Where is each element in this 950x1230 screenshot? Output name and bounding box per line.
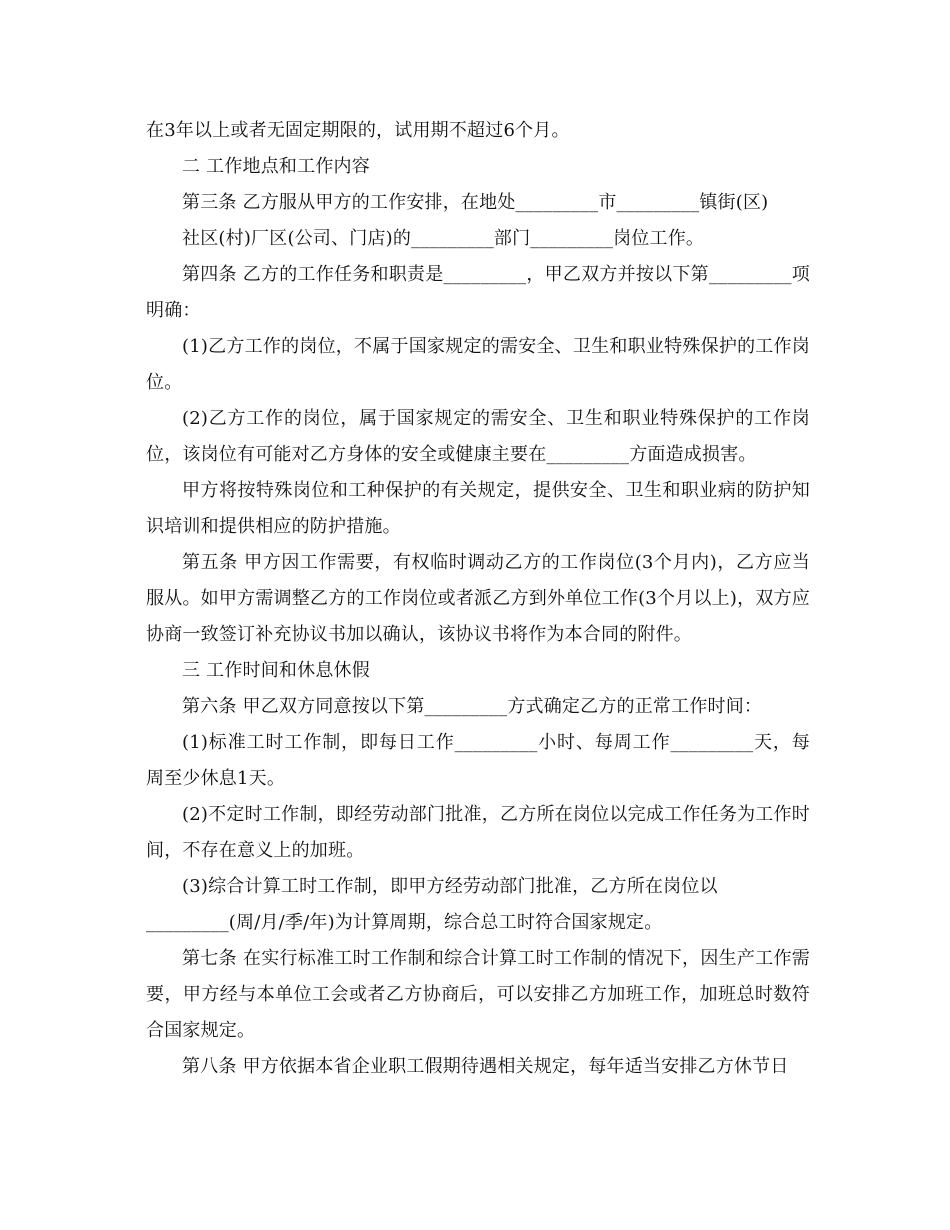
article-6: 第六条 甲乙双方同意按以下第_________方式确定乙方的正常工作时间： <box>182 696 763 717</box>
article-4-item-1: (1)乙方工作的岗位，不属于国家规定的需安全、卫生和职业特殊保护的工作岗位。 <box>146 336 810 393</box>
article-3-line-2: 社区(村)厂区(公司、门店)的_________部门_________岗位工作。 <box>182 228 705 249</box>
article-8: 第八条 甲方依据本省企业职工假期待遇相关规定，每年适当安排乙方休节日 <box>182 1056 789 1077</box>
article-4-protection-note: 甲方将按特殊岗位和工种保护的有关规定，提供安全、卫生和职业病的防护知识培训和提供相应的防护措施。 <box>146 480 810 537</box>
article-3-line-1: 第三条 乙方服从甲方的工作安排，在地处_________市_________镇街(区) <box>182 192 769 213</box>
article-5: 第五条 甲方因工作需要，有权临时调动乙方的工作岗位(3个月内)，乙方应当服从。如甲方需调整乙方的工作岗位或者派乙方到外单位工作(3个月以上)，双方应协商一致签订补充协议书加以确认，该协议书将作为本合同的附件。 <box>146 552 810 645</box>
article-6-item-1: (1)标准工时工作制，即每日工作_________小时、每周工作_________天，每周至少休息1天。 <box>146 732 810 789</box>
article-7: 第七条 在实行标准工时工作制和综合计算工时工作制的情况下，因生产工作需要，甲方经与本单位工会或者乙方协商后，可以安排乙方加班工作，加班总时数符合国家规定。 <box>146 948 810 1041</box>
article-6-item-2: (2)不定时工作制，即经劳动部门批准，乙方所在岗位以完成工作任务为工作时间，不存在意义上的加班。 <box>146 804 810 861</box>
article-6-item-3: (3)综合计算工时工作制，即甲方经劳动部门批准，乙方所在岗位以 _________(周/月/季/年)为计算周期，综合总工时符合国家规定。 <box>146 876 718 933</box>
paragraph-probation-continued: 在3年以上或者无固定期限的，试用期不超过6个月。 <box>146 120 570 141</box>
article-4-item-2: (2)乙方工作的岗位，属于国家规定的需安全、卫生和职业特殊保护的工作岗位，该岗位有可能对乙方身体的安全或健康主要在_________方面造成损害。 <box>146 408 810 465</box>
article-4: 第四条 乙方的工作任务和职责是_________，甲乙双方并按以下第_________项明确： <box>146 264 810 321</box>
section-heading-work-place-content: 二 工作地点和工作内容 <box>182 156 370 177</box>
section-heading-work-hours: 三 工作时间和休息休假 <box>182 660 370 681</box>
